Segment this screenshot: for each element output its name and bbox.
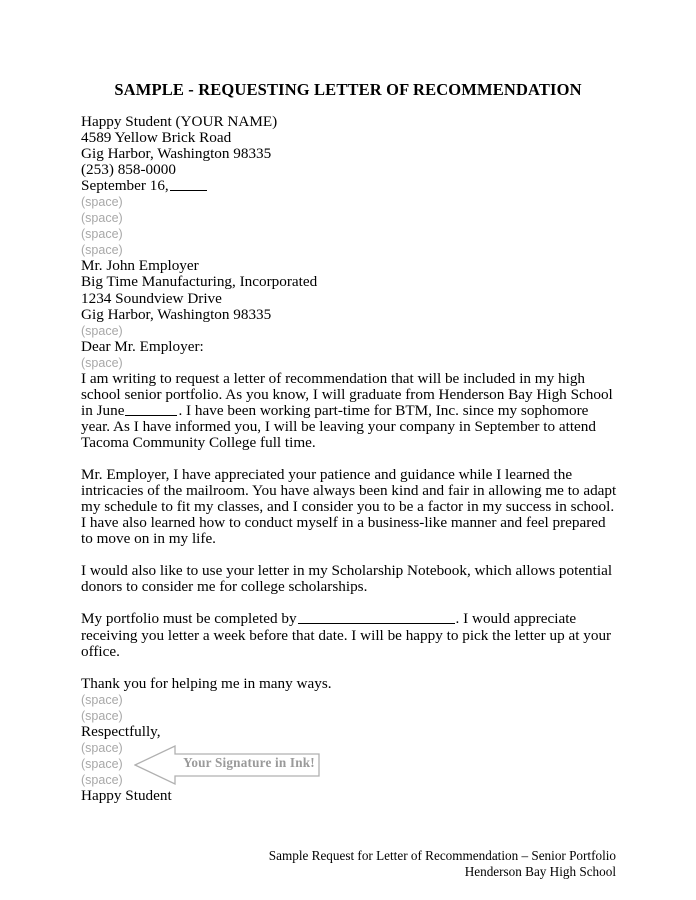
space-marker: (space) [81, 740, 123, 755]
space-marker: (space) [81, 227, 123, 242]
recipient-street: 1234 Soundview Drive [81, 289, 222, 307]
paragraph-1 [81, 371, 617, 451]
paragraph-3: I would also like to use your letter in my Scholarship Notebook, which allows potential donors to consider me for college scholarships. [81, 562, 613, 596]
space-marker: (space) [81, 708, 123, 723]
space-marker: (space) [81, 243, 123, 258]
recipient-name: Mr. John Employer [81, 257, 199, 275]
space-marker: (space) [81, 211, 123, 226]
space-marker: (space) [81, 772, 123, 787]
space-marker: (space) [81, 323, 123, 338]
space-marker: (space) [81, 195, 123, 210]
letter-date-prefix: September 16, [81, 177, 169, 195]
paragraph-1-part-1: I am writing to request a letter of recommendation that will be included in my high school senior portfolio. As you know, I will graduate from Henderson Bay High School in June [81, 369, 613, 419]
paragraph-4 [81, 611, 617, 659]
space-marker: (space) [81, 756, 123, 771]
letter-body [81, 114, 617, 804]
portfolio-date-blank [298, 612, 455, 625]
paragraph-spacer [81, 595, 617, 611]
signature-name: Happy Student [81, 786, 172, 804]
space-marker: (space) [81, 355, 123, 370]
page-footer [0, 848, 616, 881]
date-year-blank [170, 178, 207, 191]
sender-name: Happy Student (YOUR NAME) [81, 113, 278, 130]
paragraph-5: Thank you for helping me in many ways. [81, 674, 332, 692]
paragraph-4-part-2: . I would appreciate receiving you letter a week before that date. I will be happy to pick the letter up at your office. [81, 610, 612, 660]
sender-city-state-zip: Gig Harbor, Washington 98335 [81, 145, 272, 163]
paragraph-spacer [81, 660, 617, 676]
paragraph-spacer [81, 451, 617, 467]
sender-street: 4589 Yellow Brick Road [81, 129, 232, 147]
sender-phone: (253) 858-0000 [81, 161, 176, 179]
letter-date [81, 178, 617, 194]
recipient-city-state-zip: Gig Harbor, Washington 98335 [81, 305, 272, 323]
signature-callout-label: Your Signature in Ink! [183, 755, 315, 770]
salutation: Dear Mr. Employer: [81, 337, 204, 355]
paragraph-2: Mr. Employer, I have appreciated your patience and guidance while I learned the intricacies of the mailroom. You have always been kind and fair in allowing me to adapt my schedule to fit my classes, and I consider you to be a factor in my success in school. I have also learned how to conduct myself in a business-like manner and feel prepared to move on in my life. [81, 466, 617, 548]
footer-line-2: Henderson Bay High School [464, 864, 616, 880]
recipient-company: Big Time Manufacturing, Incorporated [81, 273, 318, 291]
page-title: SAMPLE - REQUESTING LETTER OF RECOMMENDATION [114, 80, 582, 99]
space-marker: (space) [81, 692, 123, 707]
closing: Respectfully, [81, 722, 161, 740]
footer-line-1: Sample Request for Letter of Recommendation – Senior Portfolio [268, 848, 616, 863]
paragraph-1-part-2: . I have been working part-time for BTM, Inc. since my sophomore year. As I have informed you, I will be leaving your company in September to attend Tacoma Community College full time. [81, 401, 596, 451]
paragraph-spacer [81, 547, 617, 563]
signature-callout [134, 744, 320, 786]
paragraph-4-part-1: My portfolio must be completed by [81, 610, 297, 628]
graduation-year-blank [125, 403, 177, 416]
